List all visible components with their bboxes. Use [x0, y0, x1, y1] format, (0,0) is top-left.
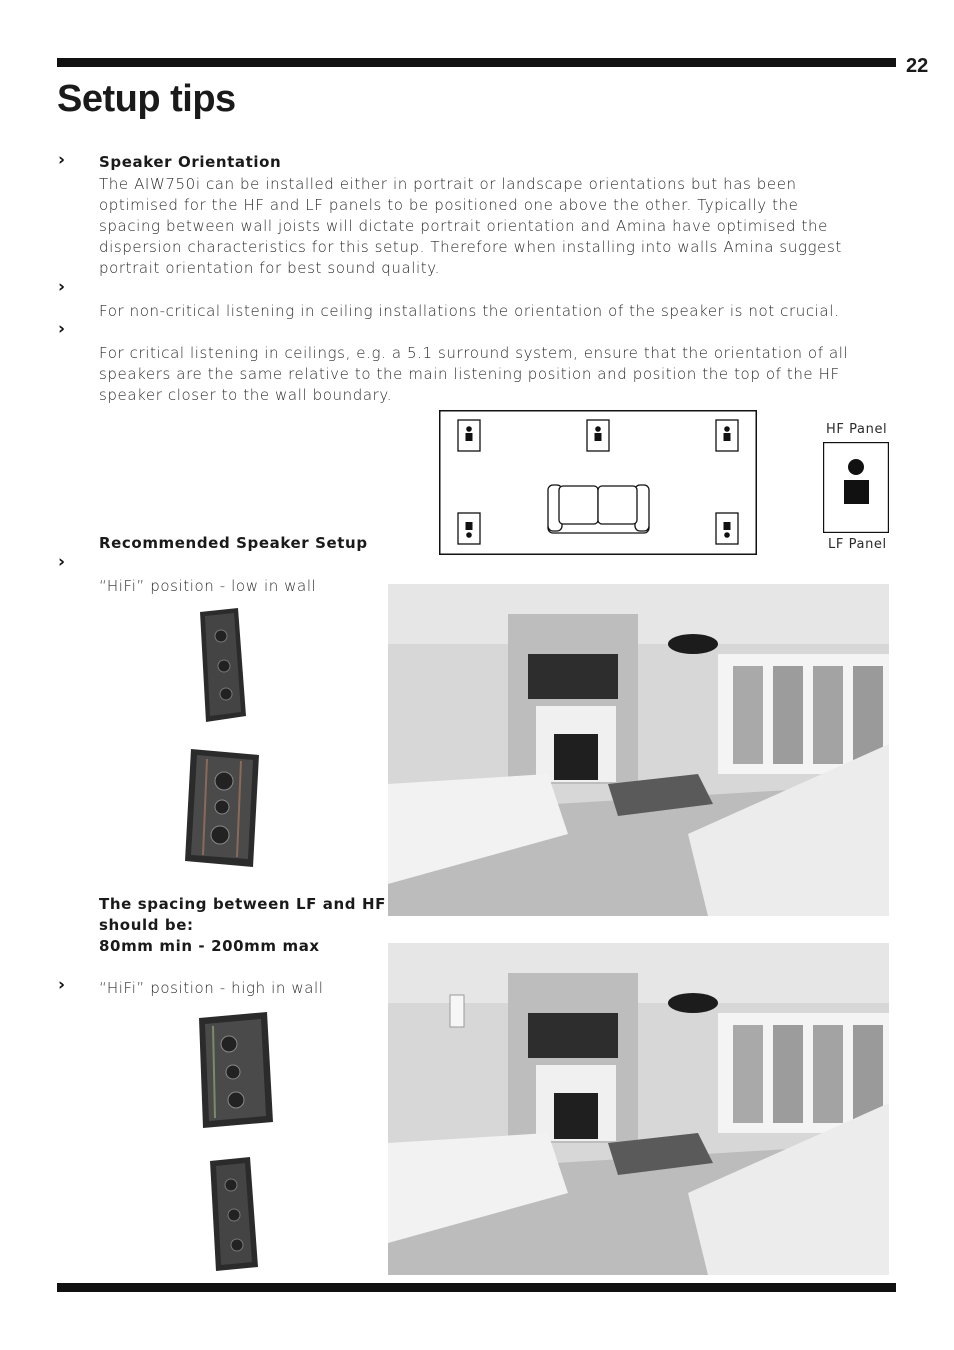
speaker-panel-image — [193, 1010, 273, 1130]
page-number: 22 — [906, 55, 929, 77]
hifi-low-caption: “HiFi” position - low in wall — [99, 577, 317, 595]
chevron-right-icon: › — [58, 277, 66, 297]
chevron-right-icon: › — [58, 319, 66, 339]
speaker-panel-image — [183, 745, 263, 870]
text-line: speaker closer to the wall boundary. — [99, 386, 393, 404]
sofa-icon — [548, 485, 649, 533]
section-heading-recommended: Recommended Speaker Setup — [99, 534, 368, 552]
chevron-right-icon: › — [58, 150, 66, 170]
ceiling-speaker-icon — [458, 513, 480, 544]
bottom-rule — [57, 1283, 896, 1292]
orientation-paragraph — [99, 174, 899, 279]
ceiling-critical-paragraph — [99, 343, 899, 406]
lf-panel-label: LF Panel — [828, 537, 887, 552]
ceiling-noncritical-paragraph: For non-critical listening in ceiling installations the orientation of the speaker is not crucial. — [99, 302, 840, 320]
surround-layout-diagram — [439, 410, 757, 555]
text-line: optimised for the HF and LF panels to be positioned one above the other. Typically the — [99, 196, 799, 214]
text-line: spacing between wall joists will dictate portrait orientation and Amina have optimised the — [99, 217, 828, 235]
page-title: Setup tips — [57, 78, 236, 120]
speaker-panel-image — [196, 606, 250, 724]
text-line: portrait orientation for best sound quality. — [99, 259, 440, 277]
surround-layout-svg — [439, 410, 757, 555]
text-line: speakers are the same relative to the main listening position and position the top of the HF — [99, 365, 840, 383]
wall-speaker-icon — [823, 442, 889, 533]
text-line: should be: — [99, 916, 194, 934]
top-rule — [57, 58, 896, 67]
text-line: The spacing between LF and HF — [99, 895, 386, 913]
ceiling-speaker-icon — [716, 513, 738, 544]
spacing-note — [99, 894, 386, 957]
speaker-panel-image — [206, 1155, 261, 1273]
chevron-right-icon: › — [58, 975, 66, 995]
living-room-photo-high — [388, 943, 889, 1275]
text-line: The AIW750i can be installed either in portrait or landscape orientations but has been — [99, 175, 797, 193]
text-line: For critical listening in ceilings, e.g. a 5.1 surround system, ensure that the orientation of all — [99, 344, 849, 362]
text-line: dispersion characteristics for this setup. Therefore when installing into walls Amina suggest — [99, 238, 842, 256]
section-heading-orientation: Speaker Orientation — [99, 153, 282, 171]
ceiling-speaker-icon — [458, 420, 480, 451]
text-line: 80mm min - 200mm max — [99, 937, 320, 955]
ceiling-speaker-icon — [716, 420, 738, 451]
living-room-photo-low — [388, 584, 889, 916]
chevron-right-icon: › — [58, 552, 66, 572]
hf-panel-label: HF Panel — [826, 422, 888, 437]
hifi-high-caption: “HiFi” position - high in wall — [99, 979, 324, 997]
ceiling-speaker-icon — [587, 420, 609, 451]
